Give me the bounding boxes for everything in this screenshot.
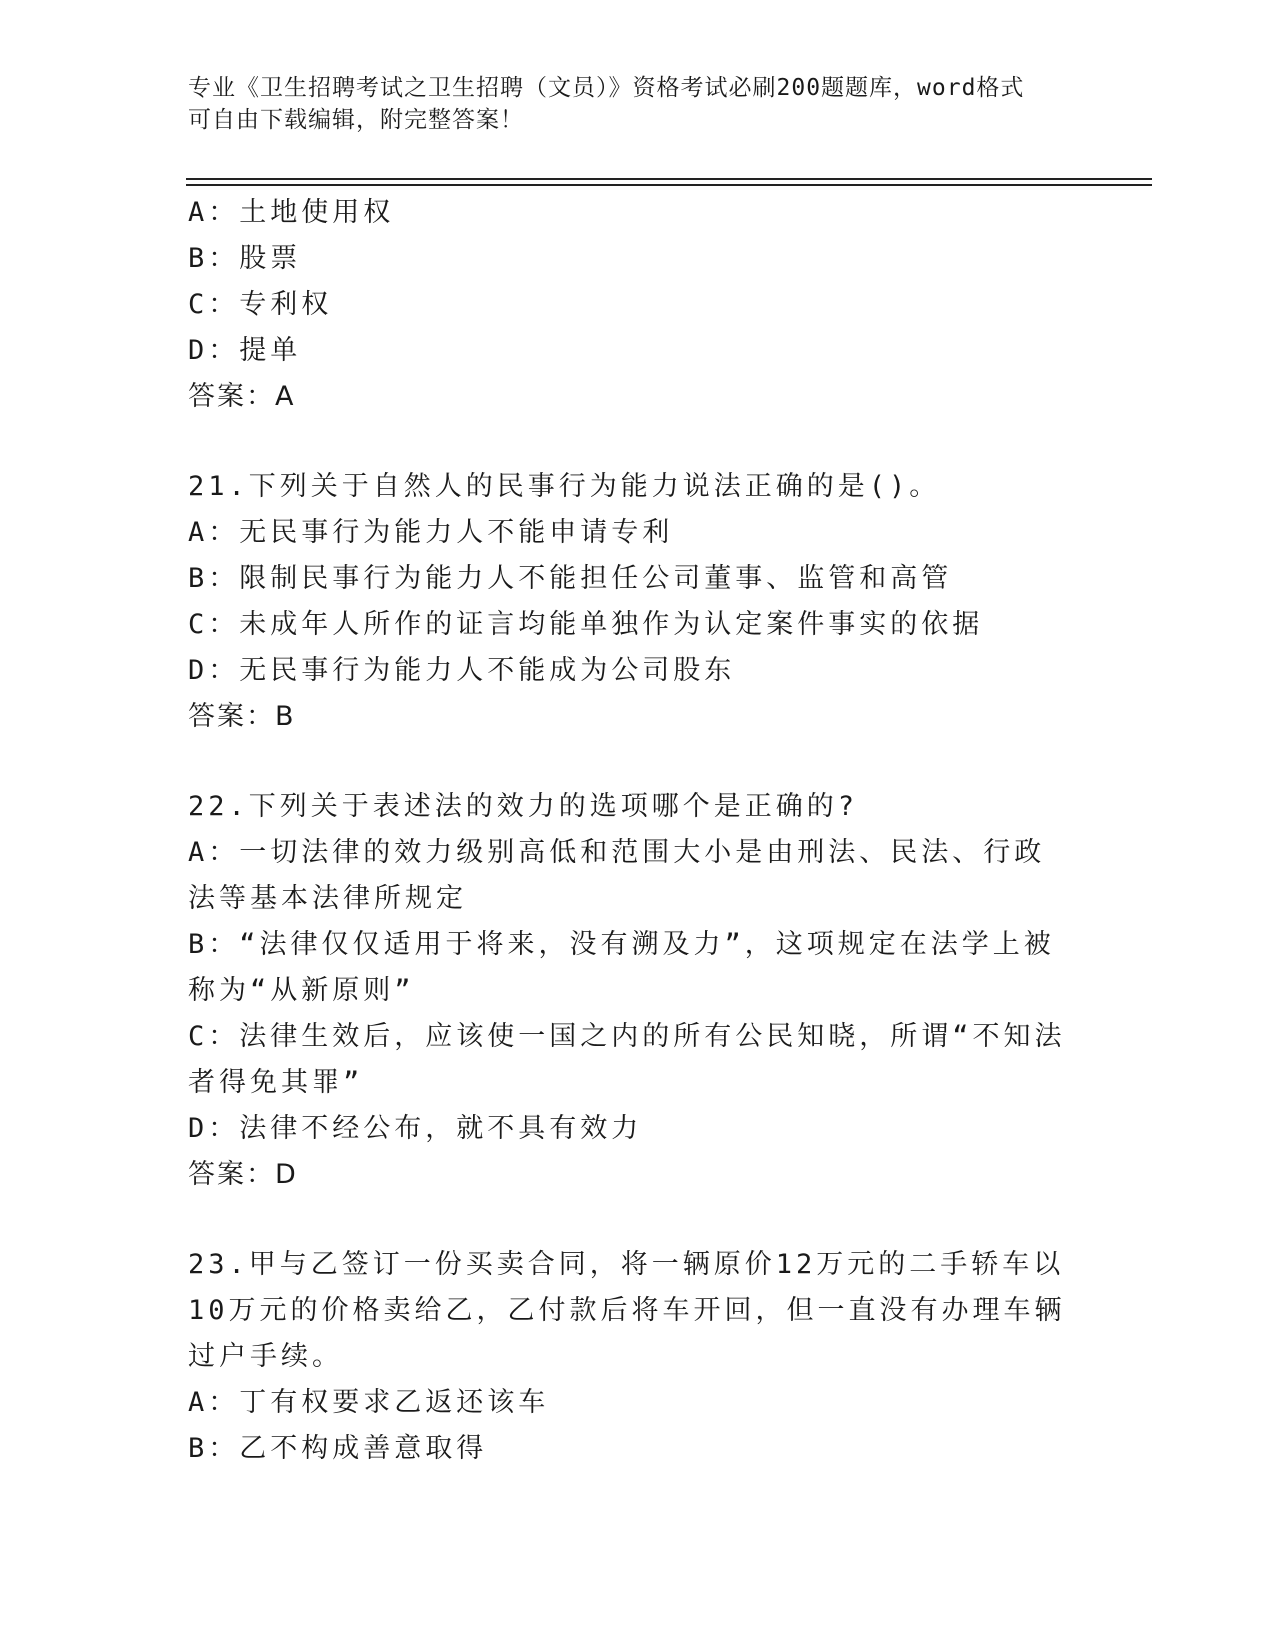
option-c: C：专利权 [188,289,333,320]
question-stem: 22.下列关于表述法的效力的选项哪个是正确的? [188,791,859,822]
option-c: C：未成年人所作的证言均能单独作为认定案件事实的依据 [188,609,984,640]
question-23 [188,1242,1088,1472]
option-b: B：限制民事行为能力人不能担任公司董事、监管和高管 [188,563,953,594]
header-line-1: 专业《卫生招聘考试之卫生招聘（文员）》资格考试必刷200题题库，word格式 [188,75,1025,101]
option-a: A：一切法律的效力级别高低和范围大小是由刑法、民法、行政法等基本法律所规定 [188,837,1046,914]
answer: 答案：A [188,381,296,412]
option-d: D：提单 [188,335,302,366]
question-21 [188,464,1088,740]
question-stem: 21.下列关于自然人的民事行为能力说法正确的是()。 [188,471,941,502]
option-c: C：法律生效后，应该使一国之内的所有公民知晓，所谓“不知法者得免其罪” [188,1021,1066,1098]
question-list [188,190,1088,1472]
option-b: B：“法律仅仅适用于将来，没有溯及力”，这项规定在法学上被称为“从新原则” [188,929,1055,1006]
header-divider-bottom [186,184,1152,186]
option-b: B：股票 [188,243,302,274]
header-divider-top [186,178,1152,180]
spacer [188,420,1088,464]
option-a: A：土地使用权 [188,197,395,228]
option-d: D：法律不经公布，就不具有效力 [188,1113,643,1144]
spacer [188,1198,1088,1242]
answer: 答案：D [188,1159,298,1190]
option-d: D：无民事行为能力人不能成为公司股东 [188,655,736,686]
option-a: A：无民事行为能力人不能申请专利 [188,517,674,548]
question-20 [188,190,1088,420]
answer: 答案：B [188,701,296,732]
document-header [188,72,1068,136]
option-b: B：乙不构成善意取得 [188,1433,488,1464]
option-a: A：丁有权要求乙返还该车 [188,1387,550,1418]
question-stem: 23.甲与乙签订一份买卖合同，将一辆原价12万元的二手轿车以10万元的价格卖给乙，乙付款后将车开回，但一直没有办理车辆过户手续。 [188,1249,1066,1372]
question-22 [188,784,1088,1198]
header-line-2: 可自由下载编辑，附完整答案！ [188,107,524,133]
spacer [188,740,1088,784]
